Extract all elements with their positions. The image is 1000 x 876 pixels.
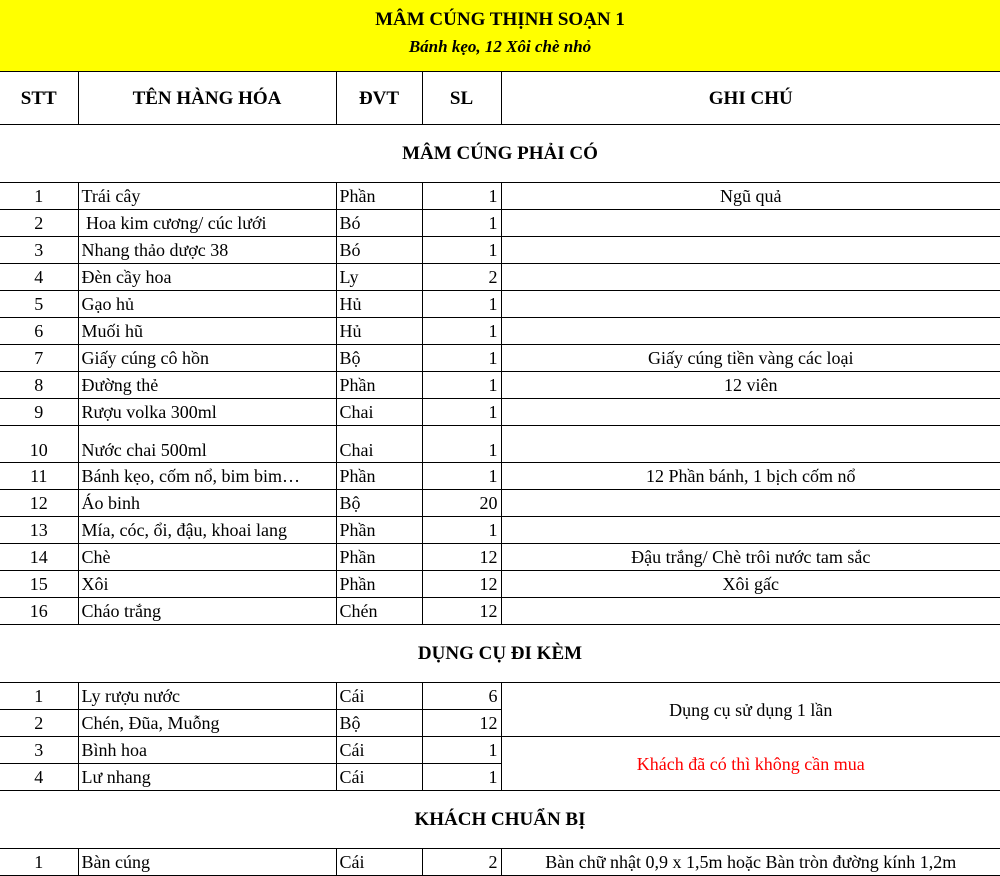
cell-unit[interactable]: Chén: [336, 598, 422, 625]
cell-no[interactable]: 1: [0, 683, 78, 710]
cell-name[interactable]: Rượu volka 300ml: [78, 399, 336, 426]
cell-name[interactable]: Hoa kim cương/ cúc lưới: [78, 210, 336, 237]
cell-qty[interactable]: 12: [422, 710, 501, 737]
cell-no[interactable]: 12: [0, 490, 78, 517]
section-title[interactable]: DỤNG CỤ ĐI KÈM: [0, 625, 1000, 683]
cell-note[interactable]: [501, 210, 1000, 237]
cell-note[interactable]: Giấy cúng tiền vàng các loại: [501, 345, 1000, 372]
cell-note[interactable]: [501, 399, 1000, 426]
cell-note[interactable]: [501, 517, 1000, 544]
cell-name[interactable]: Lư nhang: [78, 764, 336, 791]
cell-note-merged[interactable]: Dụng cụ sử dụng 1 lần: [501, 683, 1000, 737]
cell-unit[interactable]: Bộ: [336, 345, 422, 372]
table-row: [0, 849, 1000, 876]
cell-note[interactable]: [501, 291, 1000, 318]
table-row: [0, 463, 1000, 490]
table-row: [0, 399, 1000, 426]
table-row: [0, 345, 1000, 372]
cell-qty[interactable]: 1: [422, 345, 501, 372]
cell-note[interactable]: [501, 318, 1000, 345]
header-stt[interactable]: STT: [0, 72, 78, 125]
cell-no[interactable]: 10: [0, 426, 78, 463]
table-row: [0, 683, 1000, 710]
section-row: [0, 625, 1000, 683]
cell-no[interactable]: 11: [0, 463, 78, 490]
cell-note[interactable]: 12 Phần bánh, 1 bịch cốm nổ: [501, 463, 1000, 490]
cell-qty[interactable]: 1: [422, 399, 501, 426]
cell-qty[interactable]: 1: [422, 237, 501, 264]
cell-name[interactable]: Gạo hủ: [78, 291, 336, 318]
cell-no[interactable]: 8: [0, 372, 78, 399]
cell-name[interactable]: Giấy cúng cô hồn: [78, 345, 336, 372]
cell-qty[interactable]: 12: [422, 598, 501, 625]
cell-qty[interactable]: 12: [422, 544, 501, 571]
cell-note-warning[interactable]: Khách đã có thì không cần mua: [501, 737, 1000, 791]
cell-no[interactable]: 16: [0, 598, 78, 625]
table-row: [0, 490, 1000, 517]
cell-no[interactable]: 15: [0, 571, 78, 598]
cell-qty[interactable]: 20: [422, 490, 501, 517]
cell-qty[interactable]: 1: [422, 183, 501, 210]
cell-unit[interactable]: Bó: [336, 237, 422, 264]
cell-qty[interactable]: 1: [422, 764, 501, 791]
header-unit[interactable]: ĐVT: [336, 72, 422, 125]
cell-qty[interactable]: 1: [422, 426, 501, 463]
cell-no[interactable]: 1: [0, 849, 78, 876]
cell-unit[interactable]: Cái: [336, 764, 422, 791]
cell-name[interactable]: Nhang thảo dược 38: [78, 237, 336, 264]
cell-unit[interactable]: Bộ: [336, 710, 422, 737]
cell-unit[interactable]: Hủ: [336, 318, 422, 345]
cell-note[interactable]: Bàn chữ nhật 0,9 x 1,5m hoặc Bàn tròn đường kính 1,2m: [501, 849, 1000, 876]
cell-name[interactable]: Nước chai 500ml: [78, 426, 336, 463]
table-row: [0, 264, 1000, 291]
cell-note[interactable]: 12 viên: [501, 372, 1000, 399]
cell-unit[interactable]: Ly: [336, 264, 422, 291]
cell-note[interactable]: Xôi gấc: [501, 571, 1000, 598]
cell-unit[interactable]: Bộ: [336, 490, 422, 517]
table-row: [0, 183, 1000, 210]
cell-qty[interactable]: 2: [422, 264, 501, 291]
cell-no[interactable]: 4: [0, 764, 78, 791]
cell-unit[interactable]: Phần: [336, 183, 422, 210]
header-name[interactable]: TÊN HÀNG HÓA: [78, 72, 336, 125]
table-row: [0, 571, 1000, 598]
cell-no[interactable]: 3: [0, 237, 78, 264]
cell-name[interactable]: Bánh kẹo, cốm nổ, bim bim…: [78, 463, 336, 490]
cell-qty[interactable]: 1: [422, 737, 501, 764]
cell-name[interactable]: Bình hoa: [78, 737, 336, 764]
cell-name[interactable]: Ly rượu nước: [78, 683, 336, 710]
cell-qty[interactable]: 1: [422, 463, 501, 490]
table-row: [0, 372, 1000, 399]
cell-no[interactable]: 13: [0, 517, 78, 544]
section-title[interactable]: KHÁCH CHUẨN BỊ: [0, 791, 1000, 849]
cell-qty[interactable]: 12: [422, 571, 501, 598]
cell-qty[interactable]: 1: [422, 291, 501, 318]
cell-name[interactable]: Đèn cầy hoa: [78, 264, 336, 291]
table-row: [0, 598, 1000, 625]
cell-name[interactable]: Trái cây: [78, 183, 336, 210]
table-row: [0, 544, 1000, 571]
cell-note[interactable]: [501, 426, 1000, 463]
cell-qty[interactable]: 1: [422, 318, 501, 345]
cell-no[interactable]: 2: [0, 710, 78, 737]
cell-no[interactable]: 1: [0, 183, 78, 210]
cell-unit[interactable]: Phần: [336, 517, 422, 544]
cell-unit[interactable]: Phần: [336, 372, 422, 399]
cell-no[interactable]: 9: [0, 399, 78, 426]
header-note[interactable]: GHI CHÚ: [501, 72, 1000, 125]
table-header-row: [0, 72, 1000, 125]
cell-note[interactable]: [501, 237, 1000, 264]
table-row: [0, 318, 1000, 345]
cell-no[interactable]: 5: [0, 291, 78, 318]
section-row: [0, 125, 1000, 183]
cell-name[interactable]: Chén, Đũa, Muỗng: [78, 710, 336, 737]
table-row: [0, 210, 1000, 237]
cell-note[interactable]: [501, 490, 1000, 517]
cell-unit[interactable]: Phần: [336, 463, 422, 490]
cell-no[interactable]: 2: [0, 210, 78, 237]
cell-no[interactable]: 6: [0, 318, 78, 345]
cell-note[interactable]: Đậu trắng/ Chè trôi nước tam sắc: [501, 544, 1000, 571]
cell-unit[interactable]: Cái: [336, 737, 422, 764]
cell-qty[interactable]: 2: [422, 849, 501, 876]
table-row: [0, 737, 1000, 764]
cell-qty[interactable]: 6: [422, 683, 501, 710]
cell-name[interactable]: Bàn cúng: [78, 849, 336, 876]
cell-no[interactable]: 4: [0, 264, 78, 291]
title-band: [0, 0, 1000, 72]
cell-note[interactable]: [501, 598, 1000, 625]
cell-unit[interactable]: Cái: [336, 683, 422, 710]
cell-name[interactable]: Chè: [78, 544, 336, 571]
table-row: [0, 517, 1000, 544]
cell-no[interactable]: 7: [0, 345, 78, 372]
cell-unit[interactable]: Bó: [336, 210, 422, 237]
cell-name[interactable]: Cháo trắng: [78, 598, 336, 625]
cell-note[interactable]: [501, 264, 1000, 291]
cell-no[interactable]: 3: [0, 737, 78, 764]
cell-qty[interactable]: 1: [422, 372, 501, 399]
table-row: [0, 291, 1000, 318]
section-title[interactable]: MÂM CÚNG PHẢI CÓ: [0, 125, 1000, 183]
table-row: [0, 237, 1000, 264]
cell-qty[interactable]: 1: [422, 517, 501, 544]
page-subtitle: Bánh kẹo, 12 Xôi chè nhỏ: [408, 37, 592, 56]
cell-unit[interactable]: Cái: [336, 849, 422, 876]
cell-name[interactable]: Muối hũ: [78, 318, 336, 345]
cell-name[interactable]: Mía, cóc, ổi, đậu, khoai lang: [78, 517, 336, 544]
cell-name[interactable]: Đường thẻ: [78, 372, 336, 399]
cell-unit[interactable]: Phần: [336, 544, 422, 571]
cell-name[interactable]: Xôi: [78, 571, 336, 598]
cell-unit[interactable]: Hủ: [336, 291, 422, 318]
page-title: MÂM CÚNG THỊNH SOẠN 1: [375, 9, 625, 30]
cell-name[interactable]: Áo binh: [78, 490, 336, 517]
header-qty[interactable]: SL: [422, 72, 501, 125]
items-table: [0, 71, 1000, 876]
cell-qty[interactable]: 1: [422, 210, 501, 237]
cell-note[interactable]: Ngũ quả: [501, 183, 1000, 210]
cell-unit[interactable]: Phần: [336, 571, 422, 598]
section-row: [0, 791, 1000, 849]
cell-unit[interactable]: Chai: [336, 399, 422, 426]
table-row: [0, 426, 1000, 463]
cell-unit[interactable]: Chai: [336, 426, 422, 463]
cell-no[interactable]: 14: [0, 544, 78, 571]
